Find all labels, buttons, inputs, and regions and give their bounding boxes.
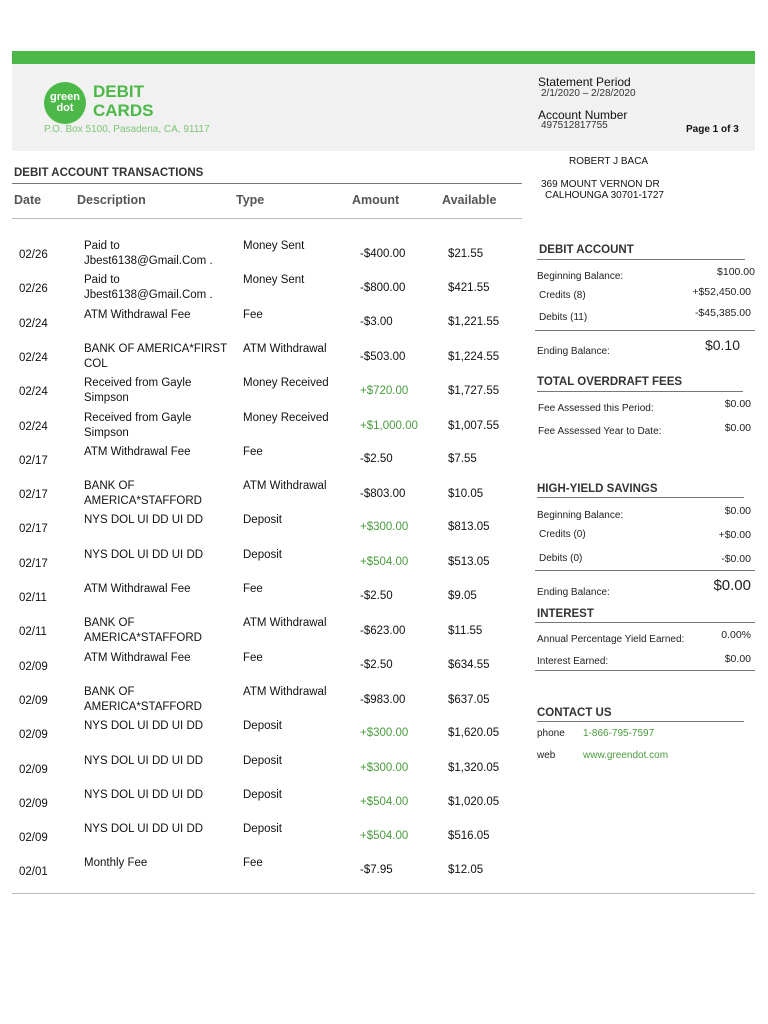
tx-description-line1: BANK OF AMERICA*FIRST <box>84 343 228 355</box>
tx-type: Money Sent <box>243 240 305 252</box>
savings-ending-value: $0.00 <box>713 577 751 594</box>
tx-description-line1: BANK OF <box>84 480 135 492</box>
col-type-header: Type <box>236 193 265 207</box>
tx-date: 02/26 <box>19 283 48 295</box>
savings-credits-label: Credits (0) <box>539 529 586 540</box>
interest-bottom-rule <box>535 670 755 671</box>
tx-description-line1: NYS DOL UI DD UI DD <box>84 720 204 732</box>
tx-type: Deposit <box>243 549 282 561</box>
tx-amount: -$3.00 <box>360 316 393 328</box>
interest-title: INTEREST <box>537 608 594 620</box>
tx-date: 02/24 <box>19 386 48 398</box>
tx-amount: -$803.00 <box>360 488 406 500</box>
tx-amount: +$300.00 <box>360 762 409 774</box>
tx-date: 02/24 <box>19 352 48 364</box>
tx-description-line1: NYS DOL UI DD UI DD <box>84 789 204 801</box>
brand-top-bar <box>12 51 755 64</box>
tx-date: 02/11 <box>19 592 47 604</box>
tx-date: 02/09 <box>19 798 48 810</box>
tx-description-line1: ATM Withdrawal Fee <box>84 583 191 595</box>
tx-description-line1: BANK OF <box>84 686 135 698</box>
tx-description-line1: Received from Gayle <box>84 377 192 389</box>
tx-date: 02/17 <box>19 558 48 570</box>
tx-available: $421.55 <box>448 282 490 294</box>
tx-description-line2: AMERICA*STAFFORD <box>84 632 202 644</box>
tx-description-line1: Paid to <box>84 240 120 252</box>
savings-title: HIGH-YIELD SAVINGS <box>537 483 658 495</box>
tx-date: 02/09 <box>19 832 48 844</box>
tx-type: Deposit <box>243 789 282 801</box>
tx-available: $1,320.05 <box>448 762 500 774</box>
tx-type: Fee <box>243 583 263 595</box>
tx-type: Money Received <box>243 412 329 424</box>
tx-type: Deposit <box>243 755 282 767</box>
tx-description-line2: Simpson <box>84 392 129 404</box>
savings-beginning-label: Beginning Balance: <box>537 510 624 521</box>
debit-account-title: DEBIT ACCOUNT <box>539 244 634 256</box>
table-row <box>0 342 525 376</box>
tx-type: ATM Withdrawal <box>243 617 327 629</box>
tx-available: $637.05 <box>448 694 490 706</box>
tx-amount: -$503.00 <box>360 351 406 363</box>
tx-amount: +$504.00 <box>360 830 409 842</box>
tx-available: $1,727.55 <box>448 385 500 397</box>
col-date-header: Date <box>14 193 42 207</box>
table-row <box>0 685 525 719</box>
table-row <box>0 308 525 342</box>
table-row <box>0 445 525 479</box>
tx-available: $7.55 <box>448 453 477 465</box>
interest-earned-value: $0.00 <box>724 653 751 665</box>
tx-description-line1: NYS DOL UI DD UI DD <box>84 549 204 561</box>
savings-rule <box>537 497 744 498</box>
interest-rule <box>535 622 755 623</box>
overdraft-period-value: $0.00 <box>724 398 751 410</box>
tx-description-line2: Simpson <box>84 427 129 439</box>
tx-type: Money Sent <box>243 274 305 286</box>
tx-available: $11.55 <box>448 625 483 637</box>
tx-available: $9.05 <box>448 590 477 602</box>
debit-beginning-label: Beginning Balance: <box>537 271 624 282</box>
tx-available: $21.55 <box>448 248 484 260</box>
page-indicator: Page 1 of 3 <box>686 124 739 135</box>
tx-date: 02/17 <box>19 455 48 467</box>
statement-period-label: Statement Period <box>538 75 631 89</box>
tx-date: 02/09 <box>19 729 48 741</box>
green-dot-logo-icon <box>44 82 86 124</box>
savings-debits-label: Debits (0) <box>539 553 583 564</box>
tx-available: $1,007.55 <box>448 420 500 432</box>
debit-summary-rule <box>535 330 755 331</box>
tx-type: Deposit <box>243 514 282 526</box>
table-row <box>0 651 525 685</box>
tx-type: Money Received <box>243 377 329 389</box>
tx-amount: +$720.00 <box>360 385 409 397</box>
overdraft-period-label: Fee Assessed this Period: <box>538 403 654 414</box>
col-amount-header: Amount <box>352 193 400 207</box>
contact-title: CONTACT US <box>537 707 612 719</box>
table-row <box>0 822 525 856</box>
tx-amount: +$300.00 <box>360 727 409 739</box>
tx-available: $12.05 <box>448 864 484 876</box>
contact-phone-value[interactable]: 1-866-795-7597 <box>583 728 655 739</box>
table-row <box>0 719 525 753</box>
tx-date: 02/01 <box>19 866 48 878</box>
savings-credits-value: +$0.00 <box>718 529 751 541</box>
company-address: P.O. Box 5100, Pasadena, CA, 91117 <box>44 124 210 135</box>
tx-description-line2: COL <box>84 358 108 370</box>
page-bottom-rule <box>12 893 755 894</box>
tx-amount: -$7.95 <box>360 864 393 876</box>
tx-description-line1: NYS DOL UI DD UI DD <box>84 514 204 526</box>
overdraft-ytd-value: $0.00 <box>724 422 751 434</box>
tx-amount: +$300.00 <box>360 521 409 533</box>
overdraft-rule <box>537 391 743 392</box>
contact-web-link[interactable]: www.greendot.com <box>583 750 669 761</box>
debit-account-rule <box>537 259 745 260</box>
savings-debits-value: -$0.00 <box>721 553 751 565</box>
tx-available: $10.05 <box>448 488 484 500</box>
tx-description-line1: ATM Withdrawal Fee <box>84 446 191 458</box>
tx-description-line2: AMERICA*STAFFORD <box>84 701 202 713</box>
customer-city: CALHOUNGA 30701-1727 <box>545 190 664 201</box>
tx-available: $1,221.55 <box>448 316 500 328</box>
tx-type: Fee <box>243 652 263 664</box>
tx-description-line1: ATM Withdrawal Fee <box>84 652 191 664</box>
customer-street: 369 MOUNT VERNON DR <box>541 179 660 190</box>
tx-amount: -$983.00 <box>360 694 406 706</box>
debit-ending-label: Ending Balance: <box>537 346 610 357</box>
debit-ending-value: $0.10 <box>704 337 740 353</box>
transactions-header-rule <box>12 218 522 219</box>
tx-type: Fee <box>243 857 263 869</box>
table-row <box>0 273 525 307</box>
table-row <box>0 513 525 547</box>
contact-phone-label: phone <box>537 728 565 739</box>
overdraft-ytd-label: Fee Assessed Year to Date: <box>538 426 662 437</box>
tx-amount: -$2.50 <box>360 453 393 465</box>
brand-line2: CARDS <box>93 101 154 120</box>
tx-amount: -$2.50 <box>360 659 393 671</box>
tx-date: 02/24 <box>19 318 48 330</box>
tx-date: 02/09 <box>19 695 48 707</box>
tx-description-line1: Received from Gayle <box>84 412 192 424</box>
tx-type: Deposit <box>243 720 282 732</box>
table-row <box>0 548 525 582</box>
overdraft-title: TOTAL OVERDRAFT FEES <box>537 376 683 388</box>
tx-date: 02/09 <box>19 661 48 673</box>
savings-beginning-value: $0.00 <box>724 505 751 517</box>
col-description-header: Description <box>77 193 146 207</box>
tx-description-line1: NYS DOL UI DD UI DD <box>84 823 204 835</box>
debit-debits-label: Debits (11) <box>539 312 588 323</box>
contact-web-label: web <box>537 750 556 761</box>
tx-amount: -$400.00 <box>360 248 406 260</box>
debit-credits-value: +$52,450.00 <box>692 286 751 298</box>
transactions-title-rule <box>12 183 522 184</box>
tx-available: $516.05 <box>448 830 490 842</box>
tx-description-line1: Paid to <box>84 274 120 286</box>
table-row <box>0 582 525 616</box>
transactions-title: DEBIT ACCOUNT TRANSACTIONS <box>14 167 204 179</box>
tx-amount: -$2.50 <box>360 590 393 602</box>
tx-type: Fee <box>243 446 263 458</box>
table-row <box>0 788 525 822</box>
logo-line1: green <box>50 91 80 103</box>
tx-type: Fee <box>243 309 263 321</box>
table-row <box>0 856 525 890</box>
contact-rule <box>537 721 744 722</box>
tx-type: ATM Withdrawal <box>243 343 327 355</box>
tx-date: 02/24 <box>19 421 48 433</box>
table-row <box>0 239 525 273</box>
savings-ending-label: Ending Balance: <box>537 587 610 598</box>
tx-amount: -$623.00 <box>360 625 406 637</box>
logo-line2: dot <box>56 102 74 114</box>
tx-description-line2: Jbest6138@Gmail.Com . <box>84 289 213 301</box>
tx-date: 02/17 <box>19 489 48 501</box>
tx-available: $1,020.05 <box>448 796 500 808</box>
interest-apy-label: Annual Percentage Yield Earned: <box>537 634 685 645</box>
tx-amount: +$504.00 <box>360 556 409 568</box>
customer-name: ROBERT J BACA <box>569 156 649 167</box>
tx-type: ATM Withdrawal <box>243 686 327 698</box>
tx-date: 02/17 <box>19 523 48 535</box>
brand-line1: DEBIT <box>93 82 144 101</box>
account-number-value: 497512817755 <box>541 120 608 131</box>
tx-date: 02/26 <box>19 249 48 261</box>
tx-amount: +$1,000.00 <box>360 420 418 432</box>
tx-type: ATM Withdrawal <box>243 480 327 492</box>
tx-available: $513.05 <box>448 556 490 568</box>
debit-credits-label: Credits (8) <box>539 290 586 301</box>
tx-description-line2: AMERICA*STAFFORD <box>84 495 202 507</box>
tx-description-line1: NYS DOL UI DD UI DD <box>84 755 204 767</box>
debit-beginning-value: $100.00 <box>717 266 755 278</box>
statement-period-value: 2/1/2020 – 2/28/2020 <box>541 88 636 99</box>
account-number-label: Account Number <box>538 108 628 122</box>
table-row <box>0 411 525 445</box>
tx-type: Deposit <box>243 823 282 835</box>
tx-available: $1,224.55 <box>448 351 500 363</box>
col-available-header: Available <box>442 193 497 207</box>
tx-available: $813.05 <box>448 521 490 533</box>
savings-summary-rule <box>535 570 755 571</box>
tx-description-line1: BANK OF <box>84 617 135 629</box>
tx-date: 02/11 <box>19 626 47 638</box>
tx-description-line1: ATM Withdrawal Fee <box>84 309 191 321</box>
tx-description-line1: Monthly Fee <box>84 857 148 869</box>
table-row <box>0 479 525 513</box>
interest-earned-label: Interest Earned: <box>537 656 609 667</box>
tx-amount: -$800.00 <box>360 282 406 294</box>
tx-amount: +$504.00 <box>360 796 409 808</box>
tx-available: $634.55 <box>448 659 490 671</box>
table-row <box>0 754 525 788</box>
tx-description-line2: Jbest6138@Gmail.Com . <box>84 255 213 267</box>
brand-name <box>93 82 153 120</box>
debit-debits-value: -$45,385.00 <box>694 307 751 319</box>
table-row <box>0 616 525 650</box>
tx-available: $1,620.05 <box>448 727 500 739</box>
tx-date: 02/09 <box>19 764 48 776</box>
interest-apy-value: 0.00% <box>721 629 751 641</box>
table-row <box>0 376 525 410</box>
